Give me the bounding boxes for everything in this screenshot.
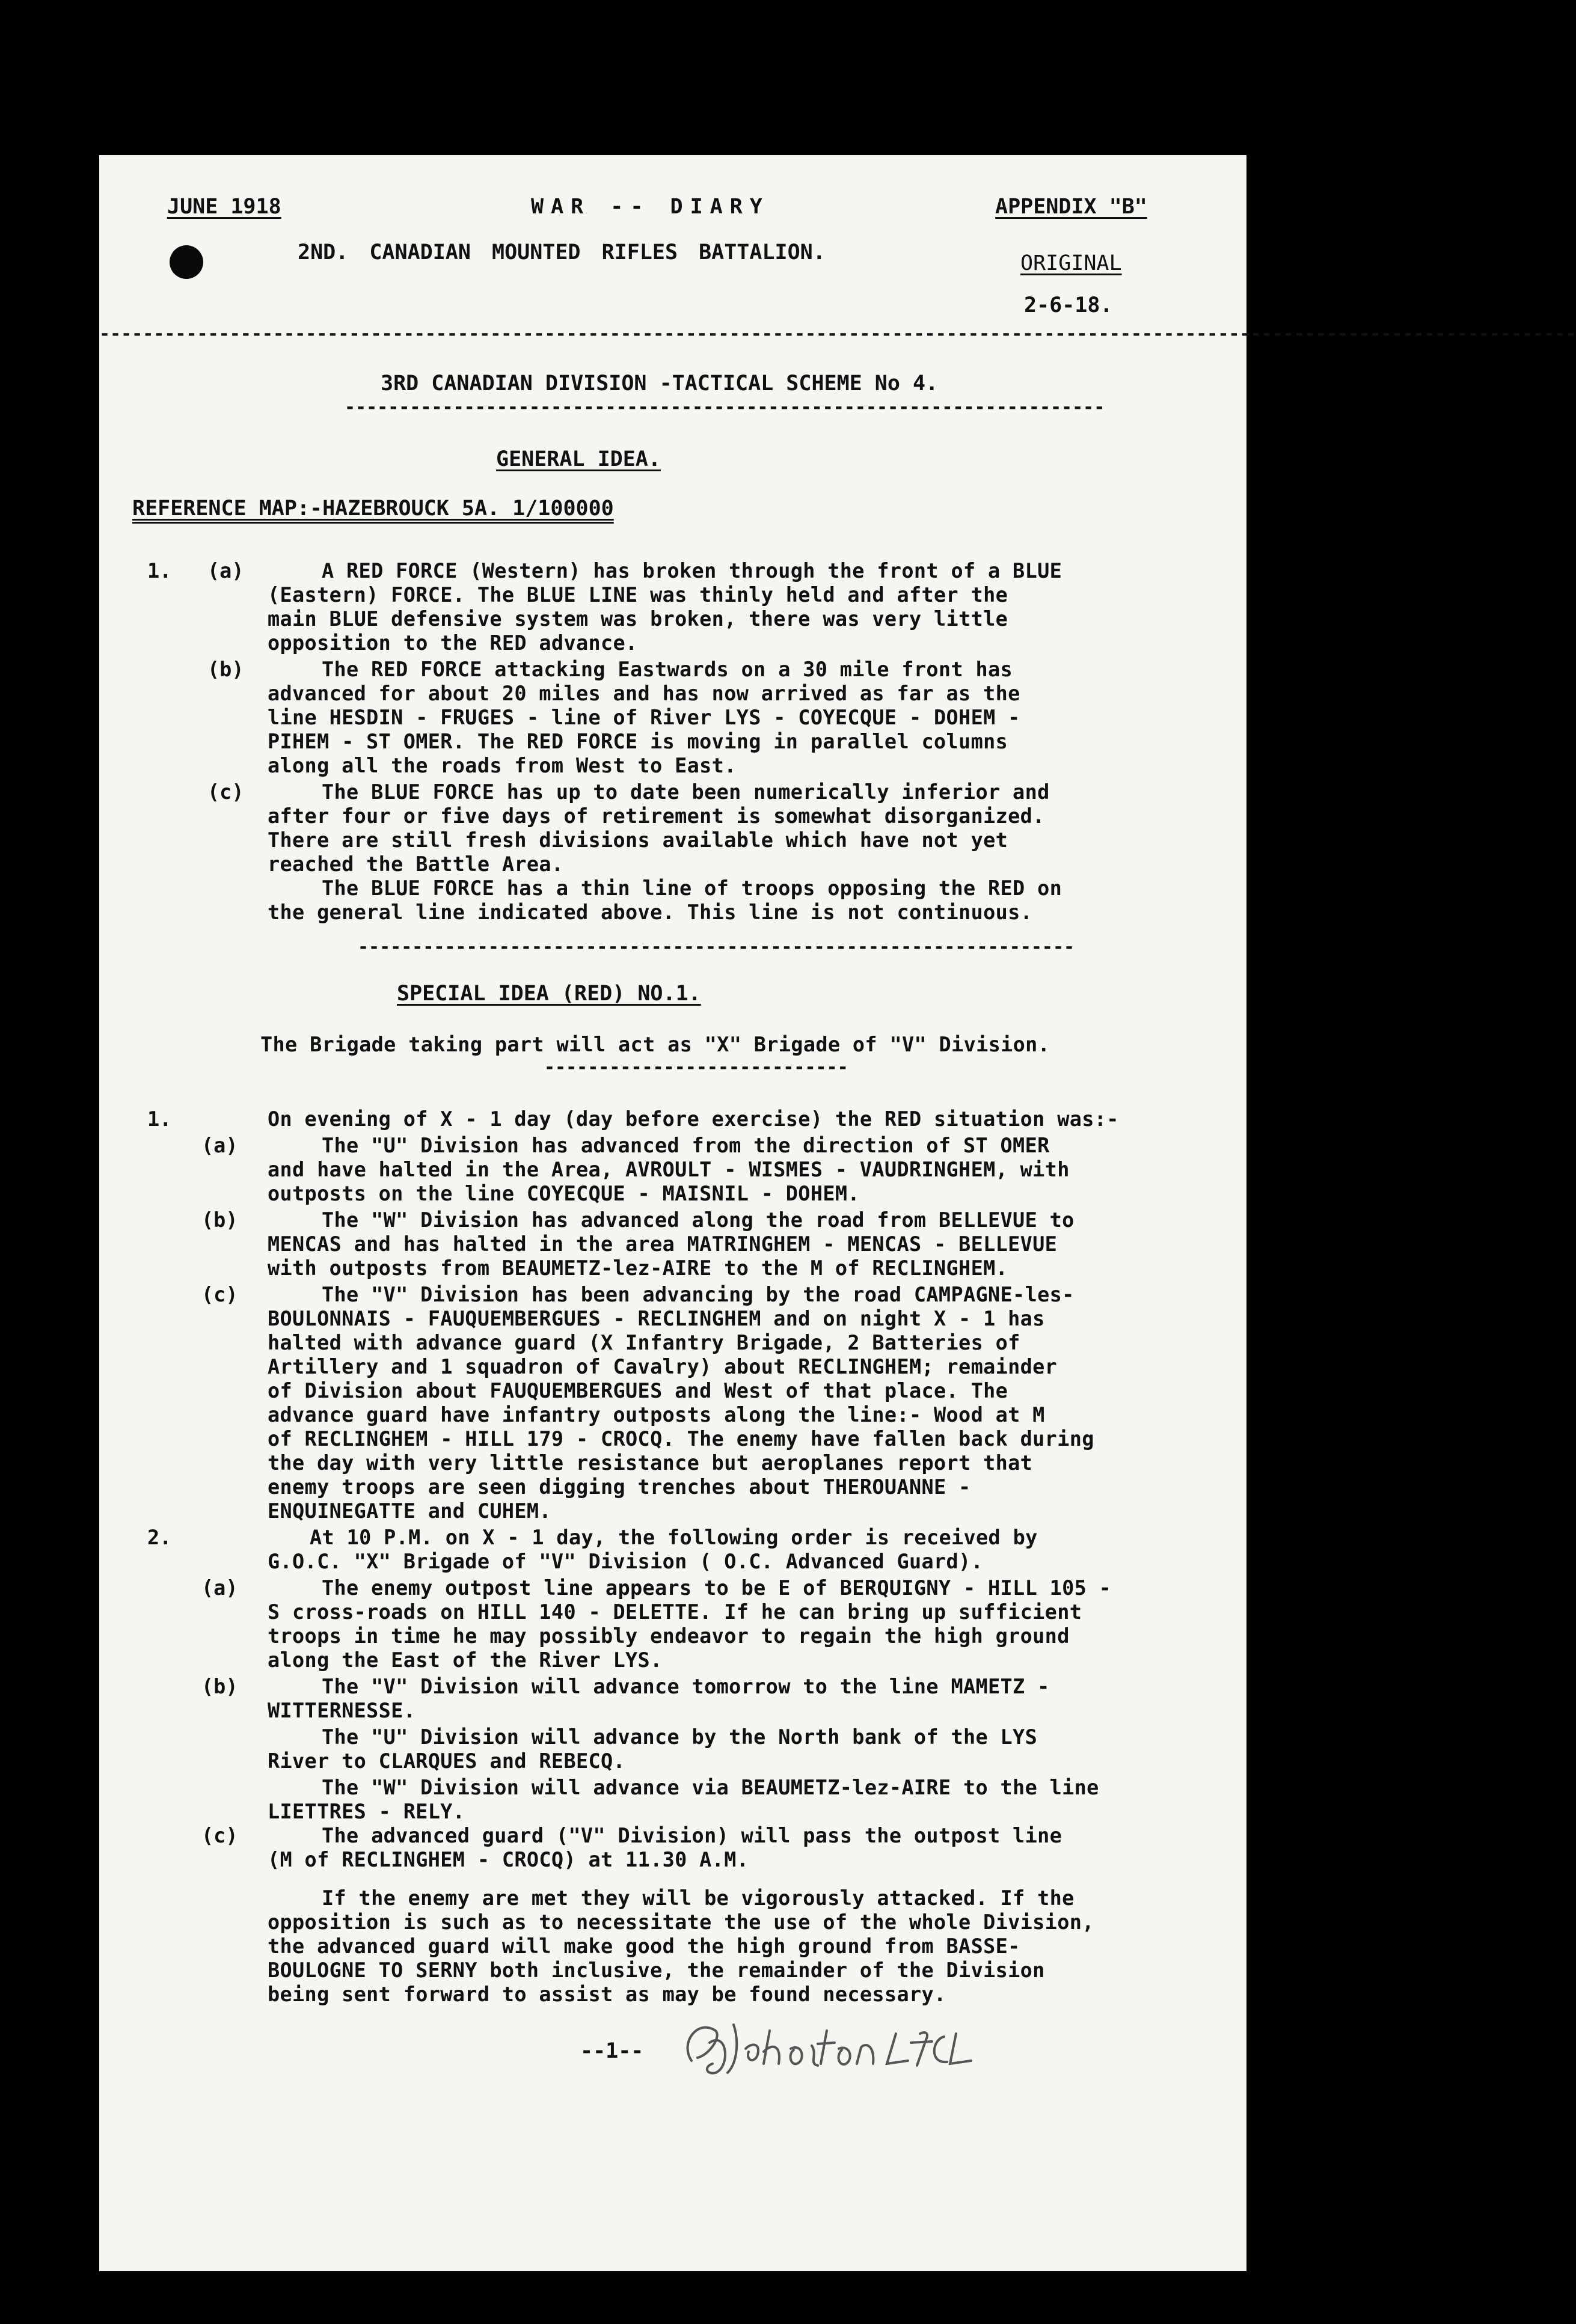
special-idea-heading: SPECIAL IDEA (RED) NO.1. [397,982,701,1006]
gi-a-line: opposition to the RED advance. [268,631,638,655]
si-para-number-2: 2. [147,1526,172,1549]
si-c-line: of RECLINGHEM - HILL 179 - CROCQ. The enemy have fallen back during [268,1427,1094,1451]
si-a-line: and have halted in the Area, AVROULT - WISMES - VAUDRINGHEM, with [268,1158,1070,1181]
si-c2-line: (M of RECLINGHEM - CROCQ) at 11.30 A.M. [268,1848,749,1871]
si-c2-line: opposition is such as to necessitate the use of the whole Division, [268,1910,1094,1934]
gi-a-line: A RED FORCE (Western) has broken through the front of a BLUE [322,559,1062,583]
si-c2-line: The advanced guard ("V" Division) will pass the outpost line [322,1824,1062,1847]
si-c-line: advance guard have infantry outposts along the line:- Wood at M [268,1403,1045,1427]
si-b2-line: The "W" Division will advance via BEAUMETZ-lez-AIRE to the line [322,1776,1099,1799]
si-b2-line: The "U" Division will advance by the North bank of the LYS [322,1725,1038,1749]
scheme-title-underline: ---------------------------------------------------------------------- [345,397,1105,418]
si-b2-line: LIETTRES - RELY. [268,1800,465,1823]
reference-map: REFERENCE MAP:-HAZEBROUCK 5A. 1/100000 [132,497,614,521]
si-a-line: outposts on the line COYECQUE - MAISNIL - DOHEM. [268,1182,860,1205]
si-c-line: The "V" Division has been advancing by the road CAMPAGNE-les- [322,1283,1075,1306]
si-a2-label: (a) [201,1576,238,1600]
gi-b-line: along all the roads from West to East. [268,754,737,777]
gi-c-line: The BLUE FORCE has a thin line of troops opposing the RED on [322,876,1062,900]
si-c-line: the day with very little resistance but aeroplanes report that [268,1451,1033,1475]
si-c-line: halted with advance guard (X Infantry Brigade, 2 Batteries of [268,1331,1020,1354]
header-divider: ---------------------------------------------------------------------------------------------------------------------------------------- [99,323,1576,344]
document-page [99,155,1576,2271]
si-b2-line: River to CLARQUES and REBECQ. [268,1749,626,1773]
si-a2-line: The enemy outpost line appears to be E of BERQUIGNY - HILL 105 - [322,1576,1112,1600]
si-c-line: enemy troops are seen digging trenches about THEROUANNE - [268,1475,971,1499]
brigade-line-underline: ---------------------------- [544,1057,848,1078]
si-b2-line: WITTERNESSE. [268,1699,416,1722]
gi-a-line: main BLUE defensive system was broken, there was very little [268,607,1008,631]
gi-para-number: 1. [147,559,172,583]
gi-c-line: There are still fresh divisions available which have not yet [268,828,1008,852]
si-b2-label: (b) [201,1675,238,1698]
gi-c-line: the general line indicated above. This line is not continuous. [268,901,1033,924]
si-c2-line: the advanced guard will make good the high ground from BASSE- [268,1934,1020,1958]
gi-b-line: advanced for about 20 miles and has now arrived as far as the [268,682,1020,705]
si-a2-line: S cross-roads on HILL 140 - DELETTE. If he can bring up sufficient [268,1600,1082,1624]
page-number: --1-- [580,2039,644,2063]
si-intro: On evening of X - 1 day (day before exercise) the RED situation was:- [268,1107,1119,1131]
si-b-line: The "W" Division has advanced along the road from BELLEVUE to [322,1208,1075,1232]
scheme-title: 3RD CANADIAN DIVISION -TACTICAL SCHEME No 4. [381,372,939,396]
si-a-line: The "U" Division has advanced from the direction of ST OMER [322,1134,1050,1157]
si-c-line: ENQUINEGATTE and CUHEM. [268,1499,551,1523]
gi-b-line: The RED FORCE attacking Eastwards on a 30 mile front has [322,658,1013,681]
gi-b-line: PIHEM - ST OMER. The RED FORCE is moving in parallel columns [268,730,1008,753]
si-a-label: (a) [201,1134,238,1157]
si-order-intro: At 10 P.M. on X - 1 day, the following order is received by [310,1526,1038,1549]
si-c2-line: being sent forward to assist as may be found necessary. [268,1983,946,2006]
gi-b-label: (b) [207,658,244,681]
si-a2-line: troops in time he may possibly endeavor to regain the high ground [268,1624,1070,1648]
si-c2-line: BOULOGNE TO SERNY both inclusive, the remainder of the Division [268,1959,1045,1982]
gi-a-label: (a) [207,559,244,583]
diary-date: JUNE 1918 [167,195,281,219]
si-c-line: Artillery and 1 squadron of Cavalry) about RECLINGHEM; remainder [268,1355,1058,1378]
si-c2-line: If the enemy are met they will be vigorously attacked. If the [322,1886,1075,1910]
si-b2-line: The "V" Division will advance tomorrow to the line MAMETZ - [322,1675,1050,1698]
si-b-line: MENCAS and has halted in the area MATRINGHEM - MENCAS - BELLEVUE [268,1232,1058,1256]
si-b-line: with outposts from BEAUMETZ-lez-AIRE to the M of RECLINGHEM. [268,1256,1008,1280]
si-c-label: (c) [201,1283,238,1306]
original-label: ORIGINAL [1020,251,1122,275]
si-c-line: of Division about FAUQUEMBERGUES and West of that place. The [268,1379,1008,1402]
section-divider: ------------------------------------------------------------------ [358,937,1075,958]
gi-b-line: line HESDIN - FRUGES - line of River LYS - COYECQUE - DOHEM - [268,706,1020,729]
gi-a-line: (Eastern) FORCE. The BLUE LINE was thinly held and after the [268,583,1008,607]
gi-c-line: The BLUE FORCE has up to date been numerically inferior and [322,780,1050,804]
punch-hole [170,245,203,279]
brigade-line: The Brigade taking part will act as "X" Brigade of "V" Division. [260,1033,1050,1056]
si-a2-line: along the East of the River LYS. [268,1648,663,1672]
unit-name: 2ND. CANADIAN MOUNTED RIFLES BATTALION. [298,240,826,265]
appendix-label: APPENDIX "B" [995,195,1147,219]
si-para-number: 1. [147,1107,172,1131]
handwritten-signature [673,2007,1046,2079]
gi-c-line: reached the Battle Area. [268,852,564,876]
diary-title: WAR -- DIARY [531,195,770,219]
si-b-label: (b) [201,1208,238,1232]
gi-c-line: after four or five days of retirement is somewhat disorganized. [268,804,1045,828]
si-order-intro: G.O.C. "X" Brigade of "V" Division ( O.C. Advanced Guard). [268,1550,984,1573]
si-c2-label: (c) [201,1824,238,1847]
gi-c-label: (c) [207,780,244,804]
general-idea-heading: GENERAL IDEA. [496,447,661,471]
document-date: 2-6-18. [1024,293,1113,317]
si-c-line: BOULONNAIS - FAUQUEMBERGUES - RECLINGHEM and on night X - 1 has [268,1307,1045,1330]
